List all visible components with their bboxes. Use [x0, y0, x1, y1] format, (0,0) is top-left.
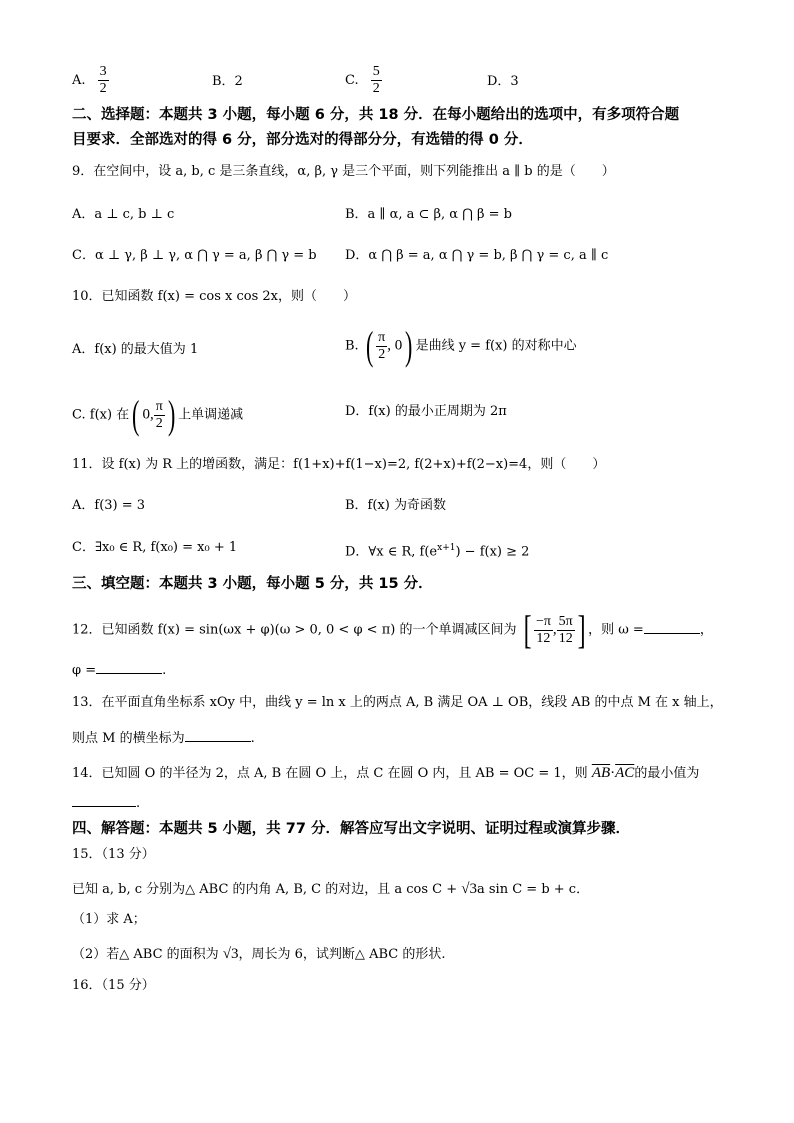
left-bracket: [ — [523, 607, 532, 652]
section2-heading-line1: 二、选择题：本题共 3 小题，每小题 6 分，共 18 分．在每小题给出的选项中，有多项符合题 — [72, 107, 680, 123]
fraction-denominator: 2 — [99, 81, 107, 96]
q9-option-d: D．α ⋂ β = a, α ⋂ γ = b, β ⋂ γ = c, a ∥ c — [345, 248, 609, 263]
q10-option-b-fraction — [376, 330, 387, 363]
q13-end: . — [250, 731, 255, 746]
q9-option-c: C．α ⊥ γ, β ⊥ γ, α ⋂ γ = a, β ⋂ γ = b — [72, 248, 317, 263]
fraction-denominator: 2 — [378, 346, 386, 362]
q14-stem-post: 的最小值为 — [634, 766, 700, 781]
q12-tail-comma: ， — [699, 622, 713, 638]
q9-option-a: A．a ⊥ c, b ⊥ c — [72, 207, 175, 222]
q10-option-c-fraction — [154, 399, 165, 432]
q10-option-b-label: B. — [345, 338, 359, 354]
fraction-numerator: −π — [535, 613, 551, 629]
q10-option-c — [72, 392, 244, 437]
q9-stem: 9．在空间中，设 a, b, c 是三条直线，α, β, γ 是三个平面，则下列能推出 a ∥ b 的是（ ） — [72, 164, 615, 179]
q15-stem-post: a sin C = b + c． — [477, 882, 590, 897]
q11-option-a: A．f(3) = 3 — [72, 498, 146, 513]
q8-option-c — [345, 64, 382, 97]
q13-line2-text: 则点 M 的横坐标为 — [72, 731, 185, 746]
q14-answer-blank[interactable] — [72, 792, 136, 807]
q11-stem: 11．设 f(x) 为 R 上的增函数，满足：f(1+x)+f(1−x)=2, f(2+x)+f(2−x)=4，则（ ） — [72, 457, 606, 472]
q8-option-d: D．3 — [487, 74, 519, 89]
q10-option-d: D．f(x) 的最小正周期为 2π — [345, 404, 507, 419]
q10-option-b-rest: , 0 — [387, 337, 403, 354]
fraction-denominator: 2 — [155, 415, 163, 431]
q14-line2 — [72, 792, 140, 814]
q12-stem: 12．已知函数 f(x) = sin(ωx + φ)(ω > 0, 0 < φ < π) 的一个单调减区间为 — [72, 622, 517, 638]
q10-option-c-label: C. — [72, 407, 86, 423]
left-paren: ( — [365, 323, 374, 368]
fraction-denominator: 2 — [372, 81, 380, 96]
q10-option-c-fx: f(x) 在 — [89, 407, 130, 423]
fraction-numerator: 5 — [372, 64, 380, 79]
q15-part1: （1）求 A； — [72, 912, 146, 927]
section3-heading: 三、填空题：本题共 3 小题，每小题 5 分，共 15 分． — [72, 576, 433, 592]
q15-part2 — [72, 944, 445, 965]
q8-option-a-label: A. — [72, 73, 86, 88]
q15-head: 15．（13 分） — [72, 847, 155, 862]
fraction-denominator: 12 — [558, 630, 573, 646]
q10-option-b-tail: 是曲线 y = f(x) 的对称中心 — [415, 338, 577, 354]
q15-stem — [72, 879, 589, 900]
q12-tail: ，则 ω = — [588, 622, 644, 638]
q15-part2-pre: （2）若△ ABC 的面积为 — [72, 947, 223, 962]
q15-part2-post: ，周长为 6，试判断△ ABC 的形状. — [238, 947, 446, 962]
q13-line2 — [72, 727, 255, 749]
q8-option-a — [72, 64, 109, 97]
q11-option-d-exponent: x+1 — [437, 543, 456, 553]
q10-stem: 10．已知函数 f(x) = cos x cos 2x，则（ ） — [72, 289, 357, 304]
q14-vector-ac: $\overline{AC}$ — [615, 765, 635, 781]
q15-stem-pre: 已知 a, b, c 分别为△ ABC 的内角 A, B, C 的对边，且 a cos C + — [72, 882, 462, 897]
q12-end: . — [162, 663, 167, 678]
q13-line1: 13．在平面直角坐标系 xOy 中，曲线 y = ln x 上的两点 A, B 满足 OA ⊥ OB，线段 AB 的中点 M 在 x 轴上， — [72, 695, 723, 710]
q14-vector-ab: $\overline{AB}$ — [591, 765, 611, 781]
q12-interval-right — [557, 614, 575, 647]
q12-omega-blank[interactable] — [644, 619, 700, 634]
q15-part2-sqrt: √3 — [222, 946, 239, 962]
q16-head: 16．（15 分） — [72, 978, 155, 993]
right-paren: ) — [405, 323, 413, 368]
q11-option-b: B．f(x) 为奇函数 — [345, 498, 446, 513]
q14-line1 — [72, 763, 699, 784]
fraction-numerator: 3 — [99, 64, 107, 79]
section4-heading: 四、解答题：本题共 5 小题，共 77 分．解答应写出文字说明、证明过程或演算步骤． — [72, 821, 630, 837]
q10-option-a: A．f(x) 的最大值为 1 — [72, 342, 199, 357]
left-paren: ( — [132, 392, 140, 437]
q14-dot: · — [610, 765, 616, 781]
q10-option-c-lead: 0, — [142, 406, 154, 423]
fraction-numerator: 5π — [558, 613, 573, 629]
q9-option-b: B．a ∥ α, a ⊂ β, α ⋂ β = b — [345, 207, 513, 222]
q13-answer-blank[interactable] — [185, 727, 251, 742]
fraction-denominator: 12 — [536, 630, 551, 646]
comma: , — [552, 621, 557, 638]
q11-option-d-post: ) − f(x) ≥ 2 — [455, 544, 530, 560]
q8-option-c-fraction — [371, 64, 382, 97]
q8-option-b: B．2 — [212, 74, 243, 89]
q14-stem: 14．已知圆 O 的半径为 2，点 A, B 在圆 O 上，点 C 在圆 O 内，且 AB = OC = 1，则 — [72, 766, 588, 781]
q8-option-a-fraction — [98, 64, 109, 97]
q11-option-c: C．∃x₀ ∈ R, f(x₀) = x₀ + 1 — [72, 540, 238, 555]
fraction-numerator: π — [155, 398, 163, 414]
q12-line2 — [72, 659, 166, 681]
right-paren: ) — [167, 392, 176, 437]
q10-option-b — [345, 323, 577, 368]
right-bracket: ] — [577, 607, 586, 652]
q12-phi-blank[interactable] — [96, 659, 162, 674]
section2-heading-line2: 目要求．全部选对的得 6 分，部分选对的得部分分，有选错的得 0 分． — [72, 132, 533, 148]
q12-interval-left — [534, 614, 553, 647]
q12-phi-label: φ = — [72, 663, 97, 678]
q10-option-c-tail: 上单调递减 — [178, 407, 244, 423]
q8-option-c-label: C. — [345, 73, 359, 88]
q15-sqrt: √3 — [461, 881, 477, 897]
q12-line1 — [72, 607, 713, 652]
q11-option-d — [345, 538, 529, 562]
q14-end: . — [136, 796, 141, 811]
fraction-numerator: π — [378, 329, 386, 345]
q11-option-d-pre: D．∀x ∈ R, f(e — [345, 544, 438, 560]
